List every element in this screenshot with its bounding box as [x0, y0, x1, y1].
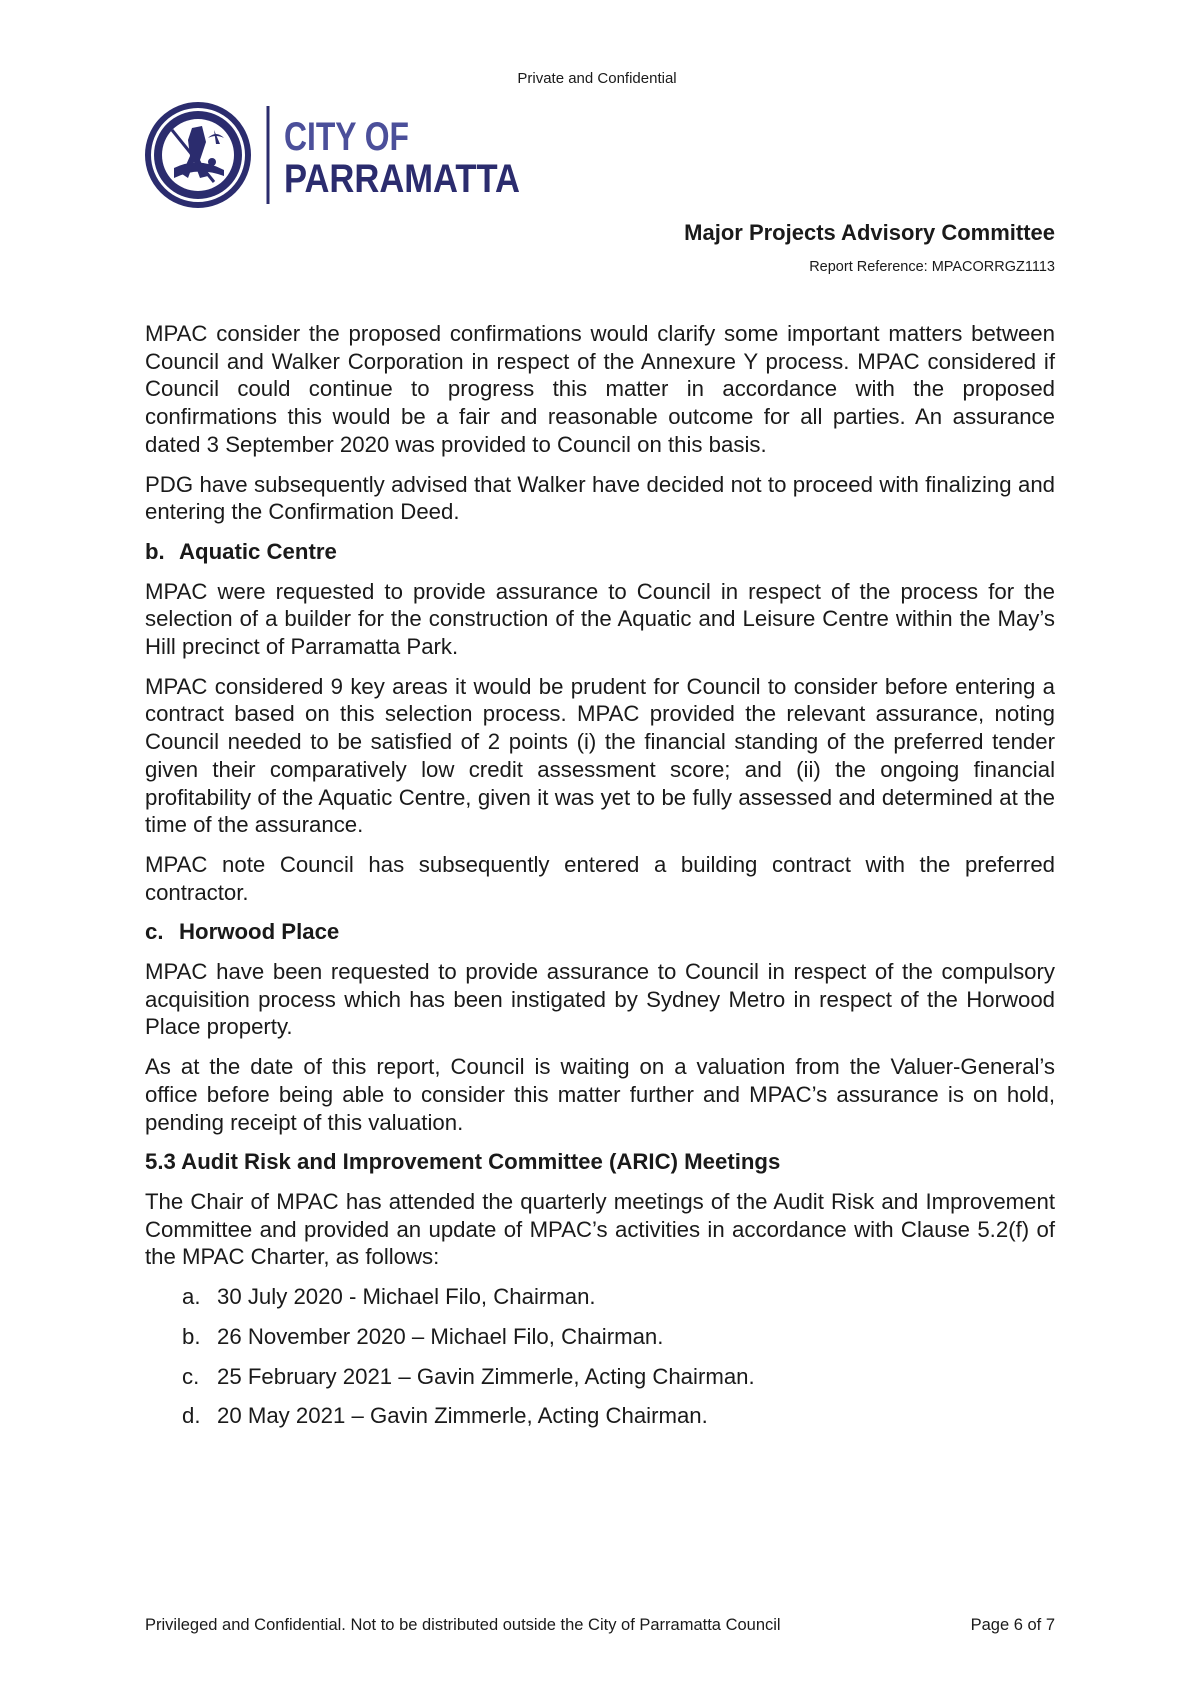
list-marker: c. [182, 1363, 200, 1389]
page-number: Page 6 of 7 [970, 1616, 1055, 1634]
list-item [182, 1363, 1055, 1391]
logo-emblem-icon [148, 105, 248, 205]
paragraph-key-areas: MPAC considered 9 key areas it would be prudent for Council to consider before entering a contract based on this selection process. MPAC provided the relevant assurance, noting Council needed to be satisfied of 2 points (i) the financial standing of the preferred tender given their comparatively low credit assessment score; and (ii) the ongoing financial profitability of the Aquatic Centre, given it was yet to be fully assessed and determined at the time of the assurance. [145, 673, 1055, 838]
list-item-text: 20 May 2021 – Gavin Zimmerle, Acting Chairman. [217, 1403, 708, 1429]
heading-letter: b. [145, 538, 165, 564]
paragraph-building-contract: MPAC note Council has subsequently entered a building contract with the preferred contractor. [145, 851, 1055, 905]
paragraph-confirmation-deed: PDG have subsequently advised that Walker have decided not to proceed with finalizing and entering the Confirmation Deed. [145, 471, 1055, 525]
report-body [145, 320, 1055, 1442]
list-item [182, 1402, 1055, 1430]
aric-meetings-list [145, 1283, 1055, 1430]
city-of-parramatta-logo [144, 100, 534, 210]
list-item-text: 30 July 2020 - Michael Filo, Chairman. [217, 1284, 596, 1310]
list-marker: a. [182, 1284, 201, 1310]
list-item-text: 26 November 2020 – Michael Filo, Chairman. [217, 1323, 664, 1349]
heading-letter: c. [145, 919, 164, 945]
committee-title: Major Projects Advisory Committee [684, 220, 1055, 245]
paragraph-aric-update: The Chair of MPAC has attended the quarterly meetings of the Audit Risk and Improvement Committee and provided an update of MPAC’s activities in accordance with Clause 5.2(f) of the MPAC Charter, as follows: [145, 1188, 1055, 1270]
confidential-header: Private and Confidential [517, 70, 677, 87]
heading-aric-meetings: 5.3 Audit Risk and Improvement Committee (ARIC) Meetings [145, 1149, 781, 1175]
paragraph-builder-selection: MPAC were requested to provide assurance to Council in respect of the process for the selection of a builder for the construction of the Aquatic and Leisure Centre within the May’s Hill precinct of Parramatta Park. [145, 578, 1055, 660]
paragraph-valuation: As at the date of this report, Council is waiting on a valuation from the Valuer-General’s office before being able to consider this matter further and MPAC’s assurance is on hold, pending receipt of this valuation. [145, 1054, 1055, 1135]
list-item [182, 1323, 1055, 1351]
heading-text: Aquatic Centre [179, 538, 337, 564]
heading-horwood-place [145, 918, 1055, 946]
list-marker: d. [182, 1403, 201, 1429]
report-reference: Report Reference: MPACORRGZ1113 [809, 259, 1055, 275]
paragraph-annexure-y: MPAC consider the proposed confirmations would clarify some important matters between Council and Walker Corporation in respect of the Annexure Y process. MPAC considered if Council could continue to progress this matter in accordance with the proposed confirmations this would be a fair and reasonable outcome for all parties. An assurance dated 3 September 2020 was provided to Council on this basis. [145, 321, 1055, 457]
paragraph-compulsory-acquisition: MPAC have been requested to provide assurance to Council in respect of the compulsory acquisition process which has been instigated by Sydney Metro in respect of the Horwood Place property. [145, 959, 1055, 1040]
list-item-text: 25 February 2021 – Gavin Zimmerle, Acting Chairman. [217, 1363, 755, 1389]
page-footer [145, 1616, 1055, 1635]
footer-notice: Privileged and Confidential. Not to be distributed outside the City of Parramatta Council [145, 1616, 781, 1634]
list-marker: b. [182, 1323, 201, 1349]
heading-aquatic-centre [145, 538, 1055, 566]
heading-text: Horwood Place [179, 919, 340, 945]
logo-line2: PARRAMATTA [284, 157, 520, 201]
logo-line1: CITY OF [284, 115, 409, 159]
list-item [182, 1283, 1055, 1311]
